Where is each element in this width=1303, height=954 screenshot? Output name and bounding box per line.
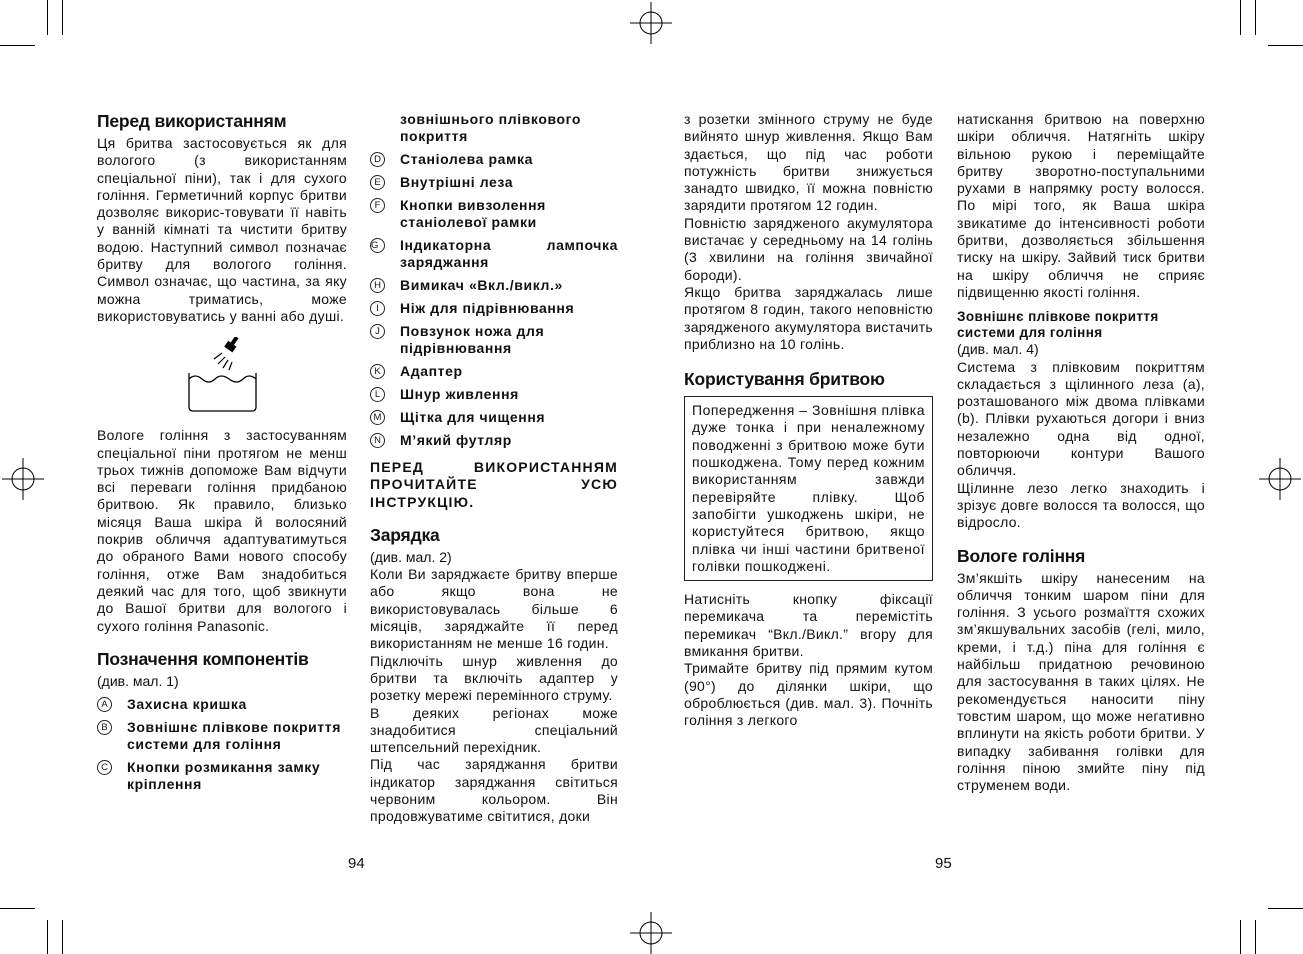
list-item: K Адаптер <box>370 363 618 380</box>
charging-paragraph-3: В деяких регіонах може знадобитися спеціальний штепсельний перехідник. <box>370 704 618 756</box>
before-use-paragraph-2: Вологе гоління з застосуванням спеціальної піни протягом не менш трьох тижнів допоможе Вам відчути всі переваги гоління придбаною бритвою. Як правило, близько місяця Ваша шкіра й волосяний покрив обличчя адаптуватимуться до обраного Вами нового способу гоління, отже Вам знадобиться деякий час для того, щоб звикнути до Вашої бритви для вологого і сухого гоління Panasonic. <box>97 427 347 634</box>
charging-paragraph-4: Під час заряджання бритви індикатор заряджання світиться червоним кольором. Він продовжуватиме світитися, доки <box>370 756 618 825</box>
right-page-column-2 <box>957 111 1205 794</box>
foil-heading: Зовнішнє плівкове покриття системи для гоління <box>957 309 1159 341</box>
crop-mark <box>1255 920 1256 954</box>
crop-mark <box>1255 0 1256 35</box>
usage-paragraph-2: Тримайте бритву під прямим кутом (90°) до ділянки шкіри, що оброблюється (див. мал. 3). Почніть гоління з легкого <box>684 660 933 729</box>
page-number-right: 95 <box>935 855 952 872</box>
item-marker: A <box>97 697 112 712</box>
warning-box <box>684 396 933 581</box>
crop-mark <box>62 920 63 954</box>
list-item: L Шнур живлення <box>370 386 618 403</box>
components-subtitle: (див. мал. 1) <box>97 672 179 689</box>
list-item: D Станіолева рамка <box>370 151 618 168</box>
list-item: F Кнопки вивзолення станіолевої рамки <box>370 197 618 231</box>
page-number-left: 94 <box>348 855 365 872</box>
right-page-column-1 <box>684 111 933 730</box>
charging-cont-paragraph-1: з розетки змінного струму не буде вийнято шнур живлення. Якщо Вам здається, що під час роботи потужність бритви знижується занадто швидко, її можна повністю зарядити протягом 12 годин. <box>684 111 933 214</box>
list-item: C Кнопки розмикання замку кріплення <box>97 759 347 793</box>
usage-paragraph-3: натискання бритвою на поверхню шкіри обличчя. Натягніть шкіру вільною рукою і переміщайте бритву зворотно-поступальними рухами в напрямку росту волосся. По мірі того, як Ваша шкіра звикатиме до інтенсивності роботи бритви, дозволяється збільшення тиску на шкіру. Зайвий тиск бритви на шкіру обличчя не сприяє підвищенню якості гоління. <box>957 111 1205 300</box>
usage-heading: Користування бритвою <box>684 369 885 390</box>
charging-heading: Зарядка <box>370 524 440 545</box>
read-instructions-notice: ПЕРЕД ВИКОРИСТАННЯМ ПРОЧИТАЙТЕ УСЮ ІНСТРУКЦІЮ. <box>370 459 618 510</box>
warning-text: Попередження – Зовнішня плівка дуже тонка і при неналежному поводженні з бритвою може бути пошкоджена. Тому перед кожним використанням завжди перевіряйте плівку. Щоб запобігти ушкоджень шкіри, не користуйтеся бритвою, якщо плівка чи інші частини бритвеної голівки пошкоджені. <box>692 402 925 574</box>
crop-mark <box>1240 920 1241 954</box>
registration-mark-left-icon <box>2 458 44 500</box>
crop-mark <box>1268 45 1303 46</box>
item-marker: B <box>97 720 112 735</box>
registration-mark-bottom-icon <box>630 912 672 954</box>
crop-mark <box>47 920 48 954</box>
wet-shaving-heading: Вологе гоління <box>957 545 1086 566</box>
list-item-continuation: зовнішнього плівкового покриття <box>400 111 582 144</box>
list-item: H Вимикач «Вкл./викл.» <box>370 277 618 294</box>
components-list-1 <box>97 696 347 793</box>
foil-paragraph-1: Система з плівковим покриттям складається з щілинного леза (a), розташованого між двома плівками (b). Плівки рухаються догори і вниз незалежно одна від одної, повторюючи контури Вашого обличчя. <box>957 358 1205 479</box>
usage-paragraph-1: Натисніть кнопку фіксації перемикача та перемістіть перемикач “Вкл./Викл.” вгору для вмикання бритви. <box>684 591 933 660</box>
list-item: E Внутрішні леза <box>370 174 618 191</box>
charging-paragraph-1: Коли Ви заряджаєте бритву вперше або якщо вона не використовувалась більше 6 місяців, заряджайте її перед використанням не менше 16 годин. <box>370 566 618 652</box>
components-list-2 <box>370 111 618 449</box>
crop-mark <box>1268 908 1303 909</box>
crop-mark <box>0 908 35 909</box>
list-item: M Щітка для чищення <box>370 409 618 426</box>
left-page-column-2 <box>370 111 618 826</box>
item-marker: C <box>97 760 112 775</box>
charging-paragraph-2: Підключіть шнур живлення до бритви та включіть адаптер у розетку мережі перемінного струму. <box>370 652 618 704</box>
crop-mark <box>47 0 48 35</box>
before-use-paragraph-1: Ця бритва застосовується як для вологого (з використанням спеціальної піни), так і для сухого гоління. Герметичний корпус бритви дозволяє викорис-товувати її навіть у ванній кімнаті та чистити бритву водою. Наступний символ позначає бритву для вологого гоління. Символ означає, що частина, за яку можна триматись, може використовуватись у ванні або душі. <box>97 135 347 324</box>
crop-mark <box>62 0 63 35</box>
list-item: I Ніж для підрівнювання <box>370 300 618 317</box>
registration-mark-top-icon <box>630 2 672 44</box>
crop-mark <box>1240 0 1241 35</box>
foil-paragraph-2: Щілинне лезо легко знаходить і зрізує довге волосся та волосся, що відросло. <box>957 479 1205 531</box>
charging-cont-paragraph-2: Повністю зарядженого акумулятора вистачає у середньому на 14 голінь (3 хвилини на гоління звичайної бороди). <box>684 214 933 283</box>
charging-subtitle: (див. мал. 2) <box>370 548 452 565</box>
left-page-column-1 <box>97 111 347 799</box>
list-item: A Захисна кришка <box>97 696 347 713</box>
wet-shaving-paragraph: Зм’якшіть шкіру нанесеним на обличчя тонким шаром піни для гоління. З усього розмаїття схожих зм’якшувальних засобів (гелі, мило, креми, і т.д.) піна для гоління є найбільш придатною речовиною для застосування в таких цілях. Не рекомендується наносити піну товстим шаром, що може негативно вплинути на якість роботи бритви. У випадку забивання голівки для гоління піною змийте піну під струменем води. <box>957 569 1205 794</box>
components-heading: Позначення компонентів <box>97 648 309 669</box>
list-item: J Повзунок ножа для підрівнювання <box>370 323 618 357</box>
list-item: N М’який футляр <box>370 432 618 449</box>
charging-cont-paragraph-3: Якщо бритва заряджалась лише протягом 8 годин, такого неповністю зарядженого акумулятора вистачить приблизно на 10 голінь. <box>684 283 933 352</box>
list-item: G Індикаторна лампочка заряджання <box>371 237 618 270</box>
list-item: B Зовнішнє плівкове покриття системи для гоління <box>97 719 347 753</box>
crop-mark <box>0 45 35 46</box>
before-use-heading: Перед використанням <box>97 111 287 131</box>
foil-subtitle: (див. мал. 4) <box>957 341 1039 358</box>
shower-bath-symbol-icon <box>172 337 272 415</box>
registration-mark-right-icon <box>1259 458 1301 500</box>
